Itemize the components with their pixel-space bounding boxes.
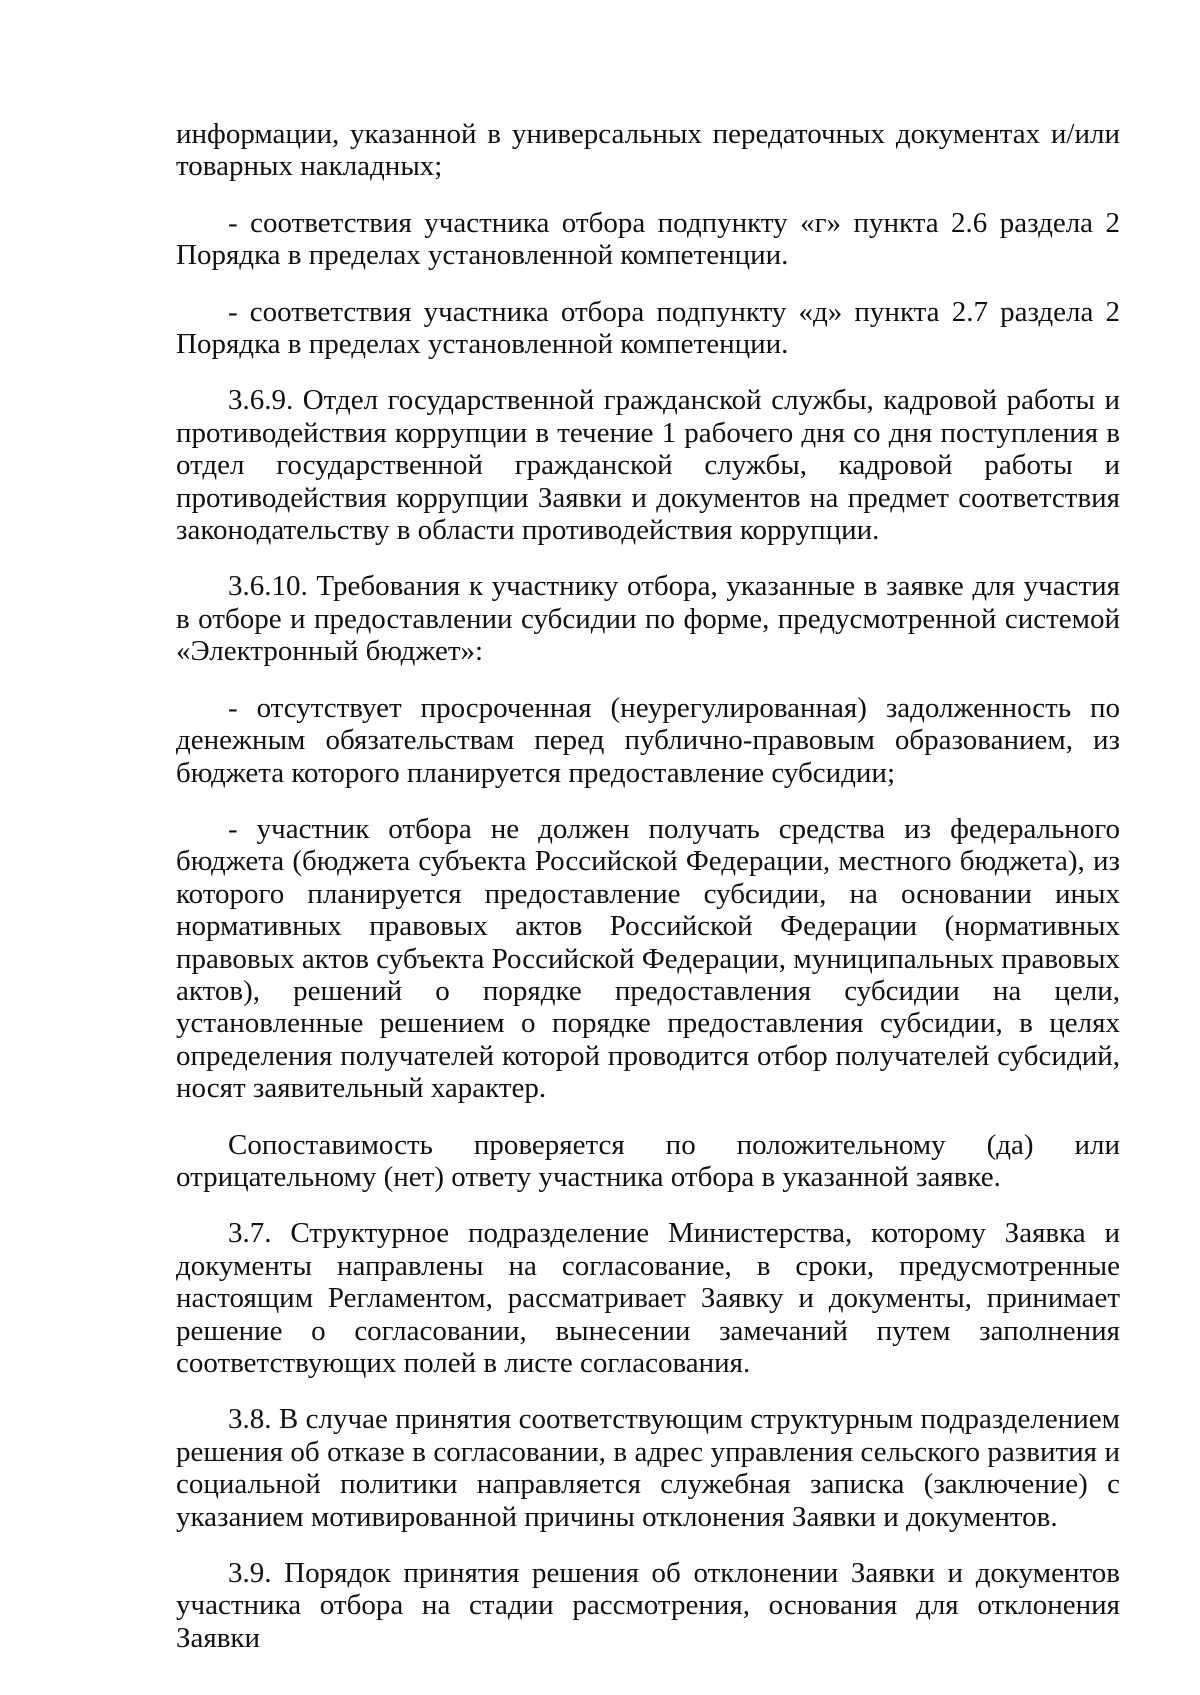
paragraph-3-6-10: 3.6.10. Требования к участнику отбора, указанные в заявке для участия в отборе и предоставлении субсидии по форме, предусмотренной системой «Электронный бюджет»:	[176, 570, 1120, 668]
paragraph-3-6-9: 3.6.9. Отдел государственной гражданской службы, кадровой работы и противодействия коррупции в течение 1 рабочего дня со дня поступления в отдел государственной гражданской службы, кадровой работы и противодействия коррупции Заявки и документов на предмет соответствия законодательству в области противодействия коррупции.	[176, 384, 1120, 547]
paragraph-3-9: 3.9. Порядок принятия решения об отклонении Заявки и документов участника отбора на стадии рассмотрения, основания для отклонения Заявки	[176, 1557, 1120, 1654]
paragraph-requirement-funds: - участник отбора не должен получать средства из федерального бюджета (бюджета субъекта Российской Федерации, местного бюджета), из которого планируется предоставление субсидии, на основании иных нормативных правовых актов Российской Федерации (нормативных правовых актов субъекта Российской Федерации, муниципальных правовых актов), решений о порядке предоставления субсидии на цели, установленные решением о порядке предоставления субсидии, в целях определения получателей которой проводится отбор получателей субсидий, носят заявительный характер.	[176, 812, 1120, 1105]
paragraph-continuation: информации, указанной в универсальных передаточных документах и/или товарных накладных;	[176, 118, 1120, 183]
paragraph-requirement-debt: - отсутствует просроченная (неурегулированная) задолженность по денежным обязательствам перед публично-правовым образованием, из бюджета которого планируется предоставление субсидии;	[176, 691, 1120, 789]
paragraph-item-g: - соответствия участника отбора подпункту «г» пункта 2.6 раздела 2 Порядка в пределах установленной компетенции.	[176, 206, 1120, 272]
paragraph-item-d: - соответствия участника отбора подпункту «д» пункта 2.7 раздела 2 Порядка в пределах установленной компетенции.	[176, 295, 1120, 361]
paragraph-comparability: Сопоставимость проверяется по положительному (да) или отрицательному (нет) ответу участника отбора в указанной заявке.	[176, 1128, 1120, 1193]
paragraph-3-8: 3.8. В случае принятия соответствующим структурным подразделением решения об отказе в согласовании, в адрес управления сельского развития и социальной политики направляется служебная записка (заключение) с указанием мотивированной причины отклонения Заявки и документов.	[176, 1403, 1120, 1533]
document-page	[176, 118, 1120, 1678]
paragraph-3-7: 3.7. Структурное подразделение Министерства, которому Заявка и документы направлены на согласование, в сроки, предусмотренные настоящим Регламентом, рассматривает Заявку и документы, принимает решение о согласовании, вынесении замечаний путем заполнения соответствующих полей в листе согласования.	[176, 1217, 1120, 1379]
